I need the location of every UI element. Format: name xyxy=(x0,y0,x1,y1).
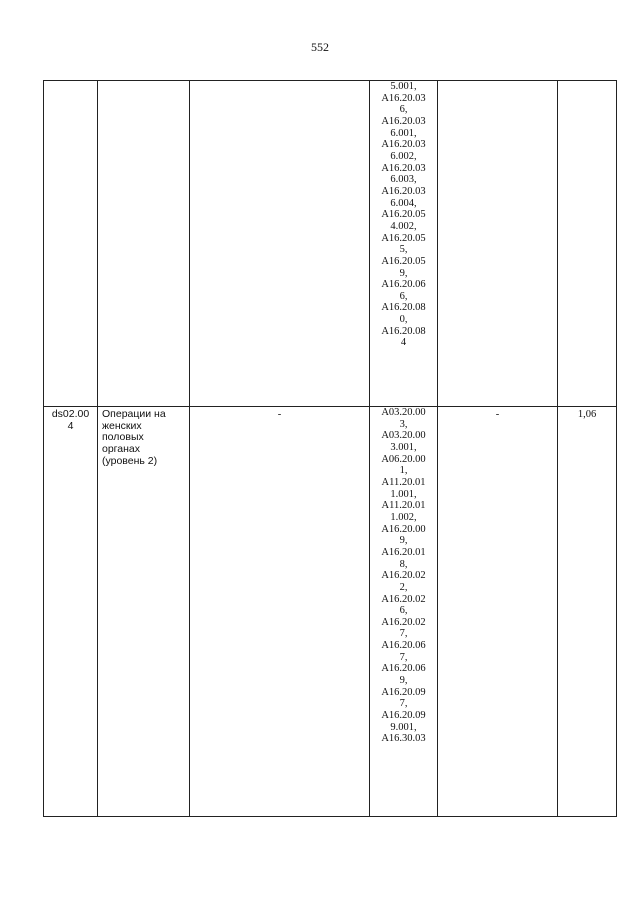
service-code-line: 1.002, xyxy=(390,511,417,523)
cell-code xyxy=(44,407,98,817)
service-code-line: 4 xyxy=(400,337,407,349)
service-code-line: A16.20.05 xyxy=(381,232,426,244)
service-code-line: 6, xyxy=(399,104,408,116)
service-code-line: 6, xyxy=(399,605,408,617)
service-code-line: 7, xyxy=(399,628,408,640)
page-number: 552 xyxy=(311,40,329,54)
service-code-line: A06.20.00 xyxy=(381,453,426,465)
cell-col5: - xyxy=(438,407,558,817)
service-code-line: A11.20.01 xyxy=(381,476,426,488)
service-code-line: 8, xyxy=(399,558,408,570)
service-code-line: A16.20.02 xyxy=(381,570,426,582)
service-code-line: 9, xyxy=(399,535,408,547)
group-name-line: органах xyxy=(102,442,141,455)
service-code-line: A16.20.08 xyxy=(381,325,426,337)
service-code-line: 6.003, xyxy=(390,174,417,186)
service-code-line: 3.001, xyxy=(390,441,417,453)
service-code-line: 9, xyxy=(399,675,408,687)
service-code-line: A16.20.03 xyxy=(381,162,426,174)
service-code-line: A16.20.05 xyxy=(381,255,426,267)
cell-code xyxy=(44,81,98,407)
group-name-line: женских xyxy=(102,419,142,432)
cell-col3 xyxy=(190,81,370,407)
service-code-line: 4.002, xyxy=(390,220,417,232)
group-name-line: (уровень 2) xyxy=(102,454,158,467)
service-code-line: 7, xyxy=(399,698,408,710)
service-code-line: 6.004, xyxy=(390,197,417,209)
service-code-line: A16.20.02 xyxy=(381,593,426,605)
tariff-table xyxy=(43,80,617,817)
cell-services xyxy=(370,407,438,817)
service-code-line: 1.001, xyxy=(390,488,417,500)
cell-col5 xyxy=(438,81,558,407)
service-code-line: A16.20.03 xyxy=(381,92,426,104)
service-code-line: A16.20.09 xyxy=(381,686,426,698)
cell-col3: - xyxy=(190,407,370,817)
service-code-line: 6.001, xyxy=(390,127,417,139)
service-code-line: 6, xyxy=(399,290,408,302)
service-code-line: A16.20.06 xyxy=(381,640,426,652)
group-name-line: Операции на xyxy=(102,408,166,420)
service-code-line: 5, xyxy=(399,244,408,256)
service-code-line: A16.20.00 xyxy=(381,523,426,535)
cell-services xyxy=(370,81,438,407)
service-code-line: 5.001, xyxy=(390,81,417,92)
service-code-line: A16.30.03 xyxy=(381,733,426,745)
service-code-line: A16.20.09 xyxy=(381,710,426,722)
group-name-line: половых xyxy=(102,431,144,444)
cell-coef xyxy=(558,81,617,407)
service-code-line: A16.20.03 xyxy=(381,185,426,197)
service-code-line: 9.001, xyxy=(390,721,417,733)
service-code-line: A16.20.06 xyxy=(381,279,426,291)
service-code-line: 1, xyxy=(399,465,408,477)
cell-coef: 1,06 xyxy=(558,407,617,817)
group-code-line: ds02.00 xyxy=(51,408,90,420)
service-code-line: A03.20.00 xyxy=(381,407,426,418)
service-code-line: A16.20.03 xyxy=(381,139,426,151)
service-code-line: A16.20.01 xyxy=(381,546,426,558)
cell-name xyxy=(98,81,190,407)
group-code-line: 4 xyxy=(67,419,74,432)
service-code-line: A03.20.00 xyxy=(381,430,426,442)
service-code-line: A11.20.01 xyxy=(381,500,426,512)
service-code-line: 2, xyxy=(399,581,408,593)
service-code-line: A16.20.03 xyxy=(381,115,426,127)
table-row xyxy=(44,81,617,407)
service-code-line: 7, xyxy=(399,651,408,663)
service-code-line: 9, xyxy=(399,267,408,279)
cell-name xyxy=(98,407,190,817)
service-code-line: 3, xyxy=(399,418,408,430)
table-row xyxy=(44,407,617,817)
service-code-line: A16.20.06 xyxy=(381,663,426,675)
service-code-line: A16.20.08 xyxy=(381,302,426,314)
service-code-line: 0, xyxy=(399,314,408,326)
service-code-line: A16.20.05 xyxy=(381,209,426,221)
service-code-line: A16.20.02 xyxy=(381,616,426,628)
service-code-line: 6.002, xyxy=(390,150,417,162)
